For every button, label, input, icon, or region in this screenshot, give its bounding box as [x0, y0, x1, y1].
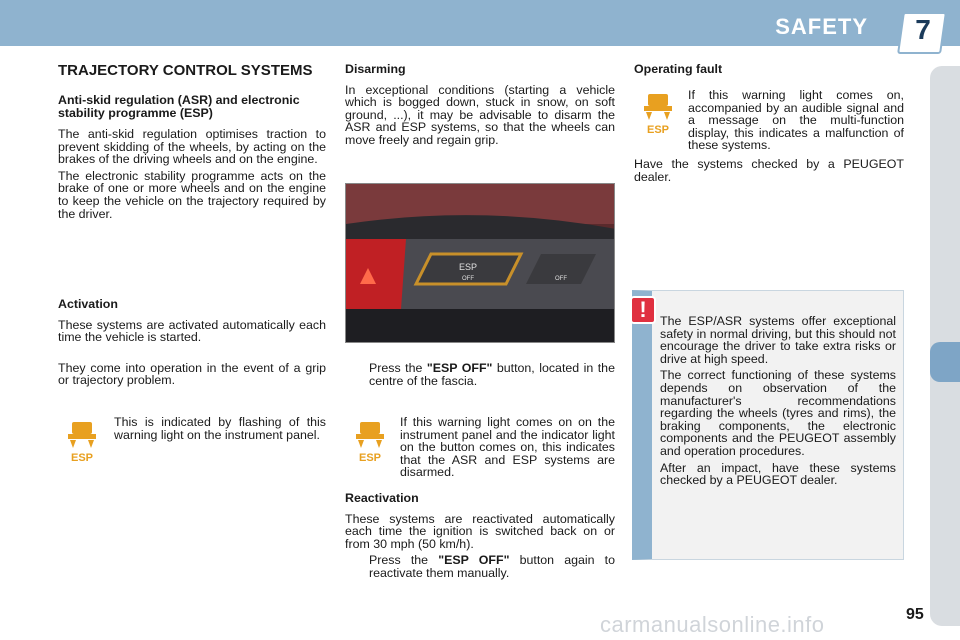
activation-paragraph-1: These systems are activated automatically each time the vehicle is started. — [58, 317, 326, 345]
note-text — [660, 315, 896, 491]
note-paragraph-3: After an impact, have these systems checked by a PEUGEOT dealer. — [660, 460, 896, 488]
note-paragraph-2: The correct functioning of these systems depends on observation of the manufacturer's recommendations regarding the wheels (tyres and rims), the braking components, the electronic components and the PEUGEOT assembly and operation procedures. — [660, 368, 896, 458]
disarming-paragraph: In exceptional conditions (starting a vehicle which is bogged down, stuck in snow, on soft ground, ...), it may be advisable to disarm the ASR and ESP systems, so that the wheels can move freely and regain grip. — [345, 82, 615, 147]
fault-paragraph: Have the systems checked by a PEUGEOT dealer. — [634, 157, 904, 184]
esp-warning-icon — [64, 420, 100, 464]
esp-fault-icon — [640, 92, 676, 136]
reactivation-section — [345, 492, 615, 580]
disarming-section — [345, 63, 615, 151]
svg-text:OFF: OFF — [462, 276, 474, 282]
side-index-tab[interactable] — [930, 342, 960, 382]
page-number: 95 — [906, 606, 924, 623]
esp-disarmed-text: If this warning light comes on on the instrument panel and the indicator light on the button comes on, this indicates that the ASR and ESP systems are disarmed. — [400, 415, 615, 480]
reactivation-heading: Reactivation — [345, 491, 419, 505]
activation-section — [58, 298, 326, 391]
activation-heading: Activation — [58, 297, 118, 311]
chapter-number: 7 — [915, 14, 931, 45]
fault-heading: Operating fault — [634, 62, 723, 76]
section-title: SAFETY — [775, 14, 868, 39]
svg-text:ESP: ESP — [70, 452, 94, 464]
main-title: TRAJECTORY CONTROL SYSTEMS — [58, 62, 313, 79]
esp-flashing-text: This is indicated by flashing of this warning light on the instrument panel. — [114, 415, 326, 442]
svg-text:OFF: OFF — [555, 276, 567, 282]
bullet-item: Press the "ESP OFF" button again to reactivate them manually. — [369, 553, 615, 580]
left-column — [58, 63, 326, 224]
reactivation-paragraph: These systems are reactivated automatically each time the ignition is switched back on or from 30 mph (50 km/h). — [345, 511, 615, 551]
esp-paragraph: The electronic stability programme acts on the brake of one or more wheels and on the engine to keep the vehicle on the trajectory required by the driver. — [58, 168, 326, 221]
note-paragraph-1: The ESP/ASR systems offer exceptional safety in normal driving, but this should not encourage the driver to take extra risks or drive at high speed. — [660, 314, 896, 366]
fault-icon-text: If this warning light comes on, accompanied by an audible signal and a message on the multi-function display, this indicates a malfunction of these systems. — [688, 88, 904, 153]
esp-off-warning-icon — [352, 420, 388, 464]
svg-text:ESP: ESP — [358, 452, 382, 464]
bullet-item: Press the "ESP OFF" button, located in the centre of the fascia. — [369, 361, 615, 388]
svg-text:ESP: ESP — [458, 262, 478, 272]
fascia-photo — [345, 183, 615, 343]
activation-paragraph-2: They come into operation in the event of a grip or trajectory problem. — [58, 360, 326, 388]
svg-text:ESP: ESP — [646, 124, 670, 136]
subtitle: Anti-skid regulation (ASR) and electronic stability programme (ESP) — [58, 93, 300, 120]
exclamation-icon: ! — [630, 296, 656, 324]
press-esp-off-instruction — [345, 362, 615, 387]
disarming-heading: Disarming — [345, 62, 406, 76]
fault-section — [634, 63, 904, 84]
asr-paragraph: The anti-skid regulation optimises traction to prevent skidding of the wheels, by acting on the brakes of the driving wheels and on the engine. — [58, 127, 326, 167]
watermark: carmanualsonline.info — [600, 612, 825, 637]
